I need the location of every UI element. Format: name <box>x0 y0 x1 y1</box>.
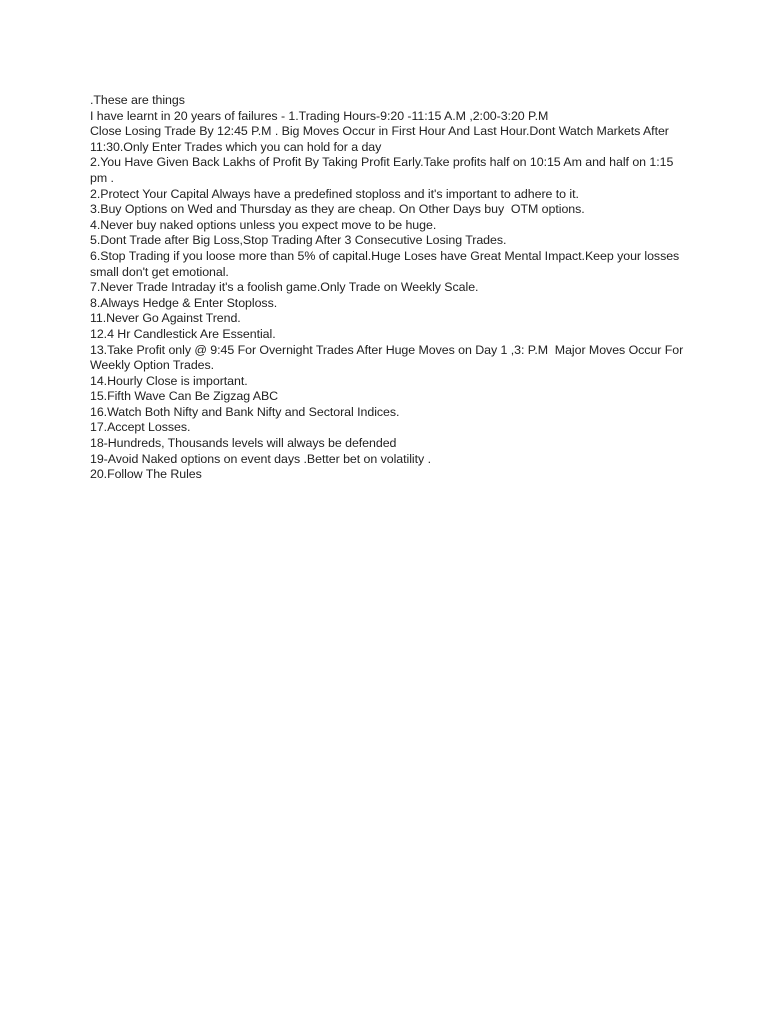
text-line: 13.Take Profit only @ 9:45 For Overnight Trades After Huge Moves on Day 1 ,3: P.M Major Moves Occur For Weekly Option Trades. <box>90 342 687 373</box>
text-line: 2.Protect Your Capital Always have a predefined stoploss and it's important to adhere to it. <box>90 186 579 201</box>
text-line: 8.Always Hedge & Enter Stoploss. <box>90 295 278 310</box>
text-line: 17.Accept Losses. <box>90 420 191 435</box>
text-line: 4.Never buy naked options unless you expect move to be huge. <box>90 217 437 232</box>
text-line: 5.Dont Trade after Big Loss,Stop Trading After 3 Consecutive Losing Trades. <box>90 233 507 248</box>
text-line: I have learnt in 20 years of failures - 1.Trading Hours-9:20 -11:15 A.M ,2:00-3:20 P.M <box>90 108 549 123</box>
text-line: 20.Follow The Rules <box>90 467 202 482</box>
text-line: 19-Avoid Naked options on event days .Better bet on volatility . <box>90 451 431 466</box>
document-body <box>90 93 690 483</box>
text-line: 3.Buy Options on Wed and Thursday as they are cheap. On Other Days buy OTM options. <box>90 202 585 217</box>
text-line: 12.4 Hr Candlestick Are Essential. <box>90 326 276 341</box>
text-line: 11.Never Go Against Trend. <box>90 311 241 326</box>
text-line: 18-Hundreds, Thousands levels will always be defended <box>90 436 397 451</box>
text-line: Close Losing Trade By 12:45 P.M . Big Moves Occur in First Hour And Last Hour.Dont Watch Markets After 11:30.Only Enter Trades which you can hold for a day <box>90 124 673 154</box>
text-line: 14.Hourly Close is important. <box>90 373 248 388</box>
text-line: .These are things <box>90 93 185 107</box>
text-line: 2.You Have Given Back Lakhs of Profit By Taking Profit Early.Take profits half on 10:15 Am and half on 1:15 pm . <box>90 155 677 185</box>
text-line: 6.Stop Trading if you loose more than 5% of capital.Huge Loses have Great Mental Impact.Keep your losses small don't get emotional. <box>90 248 683 279</box>
text-line: 15.Fifth Wave Can Be Zigzag ABC <box>90 389 279 404</box>
text-line: 16.Watch Both Nifty and Bank Nifty and Sectoral Indices. <box>90 404 400 419</box>
text-line: 7.Never Trade Intraday it's a foolish game.Only Trade on Weekly Scale. <box>90 280 479 295</box>
